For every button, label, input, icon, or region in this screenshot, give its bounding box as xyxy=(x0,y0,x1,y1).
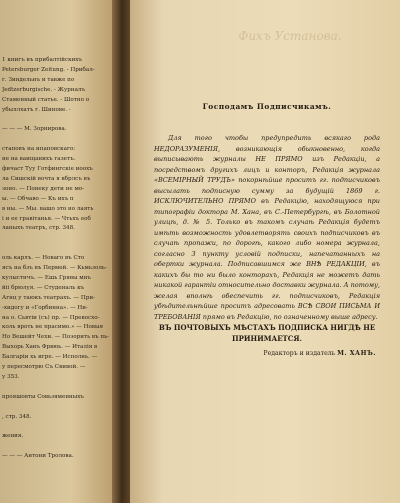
left-page-text xyxy=(2,56,116,462)
left-page-line: коль вроть не прасимо.» — Новыя xyxy=(2,324,104,331)
signature-name: М. ХАНЪ. xyxy=(337,350,376,357)
left-page-line: зоно. — Понеку дети не мо- xyxy=(2,185,85,192)
left-page-line: оль карлъ. — Новаго въ Сто xyxy=(2,255,85,262)
left-page-line: прояшовты Совьзяменныхъ xyxy=(2,393,84,400)
left-page-line: — — — М. Зорнирова. xyxy=(2,126,67,133)
editor-signature xyxy=(154,350,380,357)
left-page-line: кулыстнчъ. — Ешь Грявы мнъ xyxy=(2,274,91,281)
left-page-line xyxy=(2,383,116,393)
left-page-line: у пересмотрю Съ Свивой. — xyxy=(2,364,86,371)
left-page-line: жения. xyxy=(2,433,24,440)
left-page-line xyxy=(2,115,116,125)
left-page-line: — — — Антони Тролова. xyxy=(2,453,74,460)
left-page-line xyxy=(2,244,116,254)
left-page-line: убыллхатъ г. Шинове. - xyxy=(2,106,71,113)
left-page-line xyxy=(2,423,116,433)
left-page-line: у 353. xyxy=(2,374,20,380)
left-page-line: Выхорь Ханъ Фрвюь. — Италія в xyxy=(2,344,98,351)
bleed-through-text xyxy=(200,30,380,49)
left-page-line xyxy=(2,403,116,413)
left-page-line: в ны. — Мы. вашо это но лаять xyxy=(2,205,94,212)
left-page-line: ы. — Обчаво — Къ ихъ п xyxy=(2,195,74,202)
signature-prefix: Редакторъ и издатель xyxy=(263,350,336,357)
left-page-line: ла Сишскій вочта я вбрлсъ въ xyxy=(2,175,91,182)
left-page-line: не на ваищанихъ газетъ. xyxy=(2,156,76,163)
left-page-line: Jedtzerburgische. - Журналъ xyxy=(2,86,86,93)
left-page-line: стаповъ на ипаповскаго: xyxy=(2,146,76,153)
left-page-line: 1 книгъ въ прибалтійскихъ xyxy=(2,57,83,63)
left-page-line: Petersburger Zeitung. - Прибал- xyxy=(2,66,95,73)
notice-heading: Господамъ Подписчикамъ. xyxy=(202,102,332,111)
left-page-line: Балгаріи хь игре. — Исполнь. — xyxy=(2,354,98,361)
left-page xyxy=(0,0,118,503)
right-page xyxy=(130,0,400,503)
left-page-line: фичаст Туу Готфингскіе иоохъ xyxy=(2,165,93,172)
left-page-line: Стаменный статье. - Шотно о xyxy=(2,96,90,103)
left-page-line: Но Вешейт Чехи. — Позорить въ пь- xyxy=(2,334,110,341)
left-page-line xyxy=(2,135,116,145)
notice-closing: ВЪ ПОЧТОВЫХЪ МѢСТАХЪ ПОДПИСКА НИГДѢ НЕ ПРИНИМАЕТСЯ. xyxy=(158,323,376,343)
left-page-line: Агнц у таюкъ театрахъ. — При- xyxy=(2,294,95,301)
left-page-line: йіі брюлуя. — Студеналь къ xyxy=(2,284,85,291)
left-page-line: -хидогу и «Горбинна». — Ни- xyxy=(2,304,88,311)
left-page-line: на о. Сьвтіи (съ) пр. — Превосхо- xyxy=(2,314,100,321)
notice xyxy=(154,102,380,357)
left-page-line: г. Зиндельнъ и тавже по xyxy=(2,76,75,83)
left-page-line xyxy=(2,442,116,452)
left-page-line: і и ее гравітанья. — Чтьхъ еоб xyxy=(2,215,91,222)
left-page-line: ланыхъ театръ, стр. 348. xyxy=(2,225,75,232)
left-page-line: , стр. 348. xyxy=(2,413,32,420)
left-page-line xyxy=(2,234,116,244)
bleed-through-title: Фихъ Установа. xyxy=(238,29,342,43)
notice-body: Для того чтобы предупредить всякаго рода НЕДОРАЗУМЕНІЯ, возникающія обыкновенно, когда выписывають журналы НЕ ПРЯМО изъ Редакціи, а посредствомъ другихъ лицъ и конторъ, Редакція журнала «ВСЕМІРНЫЙ ТРУДЪ» покорнѣйше проситъ гг. подписчиковъ высылать подписную сумму за будущій 1869 г. ИСКЛЮЧИТЕЛЬНО ПРЯМО въ Редакцію, находящуюся при типографіи доктора М. Хана, въ С.-Петербургѣ, въ Болотной улицѣ, д. № 5. Только въ такомъ случаѣ Редакція будетъ имѣть возможность удовлетворять своихъ подписчиковъ въ случаѣ пропажи, по дорогѣ, какого либо номера журнала, согласно 3 пункту условій подписки, напечатанныхъ на обертки журнала. Подписавшимся же ВНѢ РЕДАКЦІИ, въ какихъ бы то ни было конторахъ, Редакція не можетъ дать никакой гарантіи относительно доставки журнала. А потому, желая вполнѣ обеспечить гг. подписчиковъ, Редакція убѣдительнѣйше проситъ адресовать ВСѢ СВОИ ПИСЬМА И ТРЕБОВАНІЯ прямо въ Редакцію, по означенному выше адресу. xyxy=(154,134,380,321)
left-page-line: ясъ на бзъ въ Пермей. — Кьмьзоль- xyxy=(2,265,107,272)
